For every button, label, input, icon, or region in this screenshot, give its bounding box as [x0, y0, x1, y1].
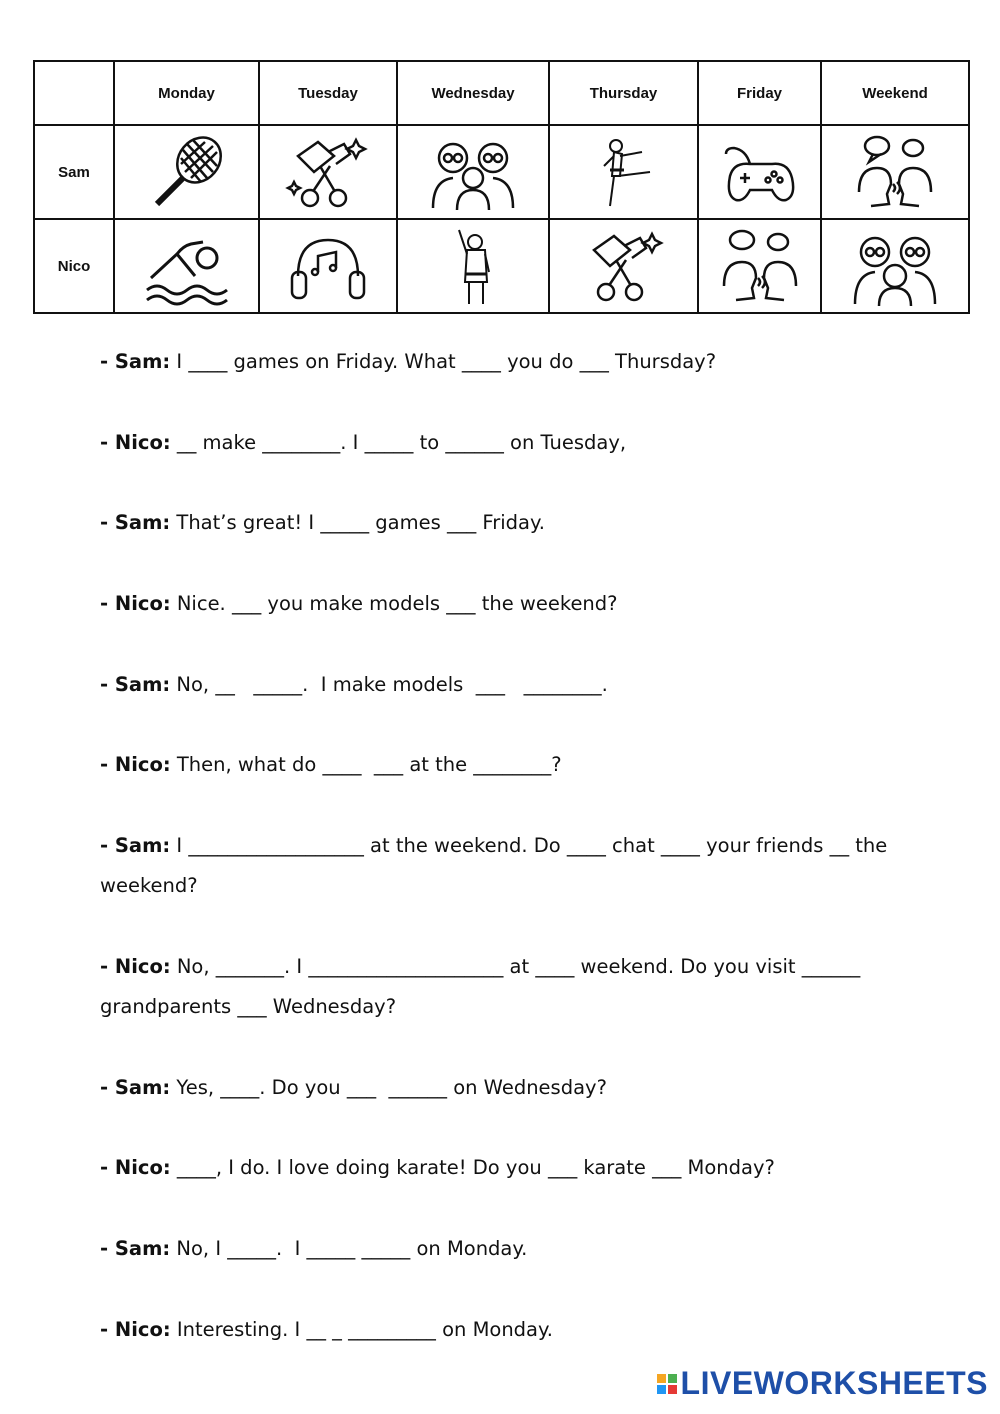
- logo-mark-icon: [657, 1374, 677, 1394]
- cell-nico-wednesday: [397, 219, 549, 313]
- speaker: - Sam:: [100, 673, 171, 696]
- line-text: No, _______. I ____________________ at ____ weekend. Do you visit ______ grandparents ___ Wednesday?: [100, 955, 861, 1018]
- row-label-nico: Nico: [34, 219, 114, 313]
- cell-sam-thursday: [549, 125, 698, 219]
- speaker: - Sam:: [100, 350, 171, 373]
- speaker: - Nico:: [100, 753, 171, 776]
- cell-nico-thursday: [549, 219, 698, 313]
- tennis-racket-icon: [143, 132, 231, 212]
- headphones-music-icon: [284, 226, 372, 306]
- speaker: - Sam:: [100, 834, 171, 857]
- speaker: - Nico:: [100, 1318, 171, 1341]
- dialogue-line: [100, 1310, 900, 1350]
- dialogue-line: [100, 423, 900, 463]
- row-label-sam: Sam: [34, 125, 114, 219]
- line-text: No, __ _____. I make models ___ ________.: [170, 673, 608, 696]
- line-text: ____, I do. I love doing karate! Do you ___ karate ___ Monday?: [170, 1156, 775, 1179]
- header-weekend: Weekend: [821, 61, 969, 125]
- grandparents-icon: [851, 226, 939, 306]
- swimming-icon: [143, 226, 231, 306]
- speaker: - Nico:: [100, 592, 171, 615]
- line-text: That’s great! I _____ games ___ Friday.: [170, 511, 545, 534]
- speaker: - Sam:: [100, 1237, 171, 1260]
- line-text: Nice. ___ you make models ___ the weekend?: [170, 592, 618, 615]
- speaker: - Nico:: [100, 955, 171, 978]
- model-making-icon: [580, 226, 668, 306]
- grandparents-icon: [429, 132, 517, 212]
- cell-nico-weekend: [821, 219, 969, 313]
- model-making-icon: [284, 132, 372, 212]
- chatting-icon: [716, 226, 804, 306]
- line-text: I ____ games on Friday. What ____ you do ___ Thursday?: [170, 350, 717, 373]
- header-thursday: Thursday: [549, 61, 698, 125]
- cell-nico-friday: [698, 219, 821, 313]
- line-text: Then, what do ____ ___ at the ________?: [170, 753, 562, 776]
- cell-sam-wednesday: [397, 125, 549, 219]
- dialogue-line: [100, 1229, 900, 1269]
- dialogue-line: [100, 584, 900, 624]
- speaker: - Nico:: [100, 1156, 171, 1179]
- cell-sam-monday: [114, 125, 259, 219]
- cell-nico-tuesday: [259, 219, 397, 313]
- chatting-icon: [851, 132, 939, 212]
- liveworksheets-logo[interactable]: [657, 1365, 988, 1402]
- dialogue-line: [100, 1068, 900, 1108]
- speaker: - Sam:: [100, 1076, 171, 1099]
- karate-icon: [580, 132, 668, 212]
- dialogue-line: [100, 503, 900, 543]
- line-text: __ make ________. I _____ to ______ on Tuesday,: [170, 431, 627, 454]
- speaker: - Nico:: [100, 431, 171, 454]
- dialogue-line: [100, 665, 900, 705]
- header-empty: [34, 61, 114, 125]
- dialogue-line: [100, 947, 900, 1027]
- line-text: Yes, ____. Do you ___ ______ on Wednesday?: [170, 1076, 607, 1099]
- game-controller-icon: [716, 132, 804, 212]
- line-text: I __________________ at the weekend. Do ____ chat ____ your friends __ the weekend?: [100, 834, 888, 897]
- line-text: Interesting. I __ _ _________ on Monday.: [170, 1318, 553, 1341]
- cell-sam-tuesday: [259, 125, 397, 219]
- karate-icon: [429, 226, 517, 306]
- header-monday: Monday: [114, 61, 259, 125]
- header-wednesday: Wednesday: [397, 61, 549, 125]
- speaker: - Sam:: [100, 511, 171, 534]
- cell-sam-weekend: [821, 125, 969, 219]
- dialogue-line: [100, 826, 900, 906]
- dialogue-line: [100, 342, 900, 382]
- cell-sam-friday: [698, 125, 821, 219]
- dialogue-line: [100, 1148, 900, 1188]
- header-tuesday: Tuesday: [259, 61, 397, 125]
- cell-nico-monday: [114, 219, 259, 313]
- header-friday: Friday: [698, 61, 821, 125]
- dialogue-line: [100, 745, 900, 785]
- line-text: No, I _____. I _____ _____ on Monday.: [170, 1237, 528, 1260]
- schedule-table: [33, 60, 970, 314]
- logo-text: LIVEWORKSHEETS: [680, 1365, 988, 1401]
